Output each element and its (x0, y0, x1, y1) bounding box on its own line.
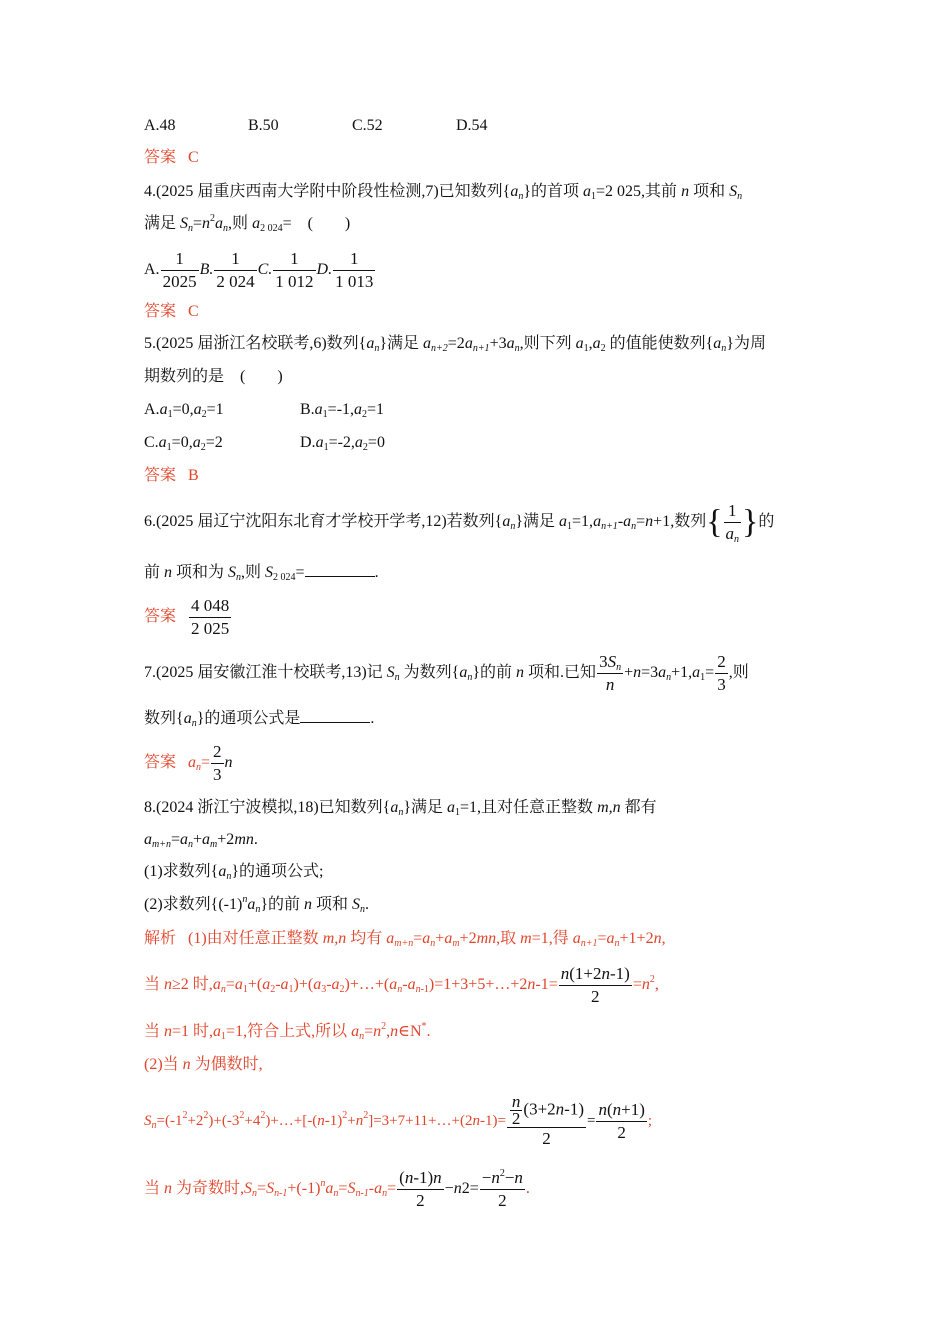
q7-stem-line1: 7.(2025 届安徽江淮十校联考,13)记 $S_n$ 为数列$\{a_n\}$的前 n 项和.已知 $\frac{3S_n}{n}$ $+n=3a_n+1,a_1=$ $\frac{2}{3}$ ,则 (144, 651, 749, 694)
q5-option-c[interactable]: $C.a_1=0,a_2=2$ (144, 434, 223, 453)
solution-line3: 当 n=1 时$,a_1=1$,符合上式,所以 $a_n=n^2,n\in N^*$. (144, 1021, 431, 1042)
q4-option-d[interactable]: D. $\frac{1}{1 013}$ (316, 248, 374, 291)
q8-stem-line2: $a_{m+n}=a_n+a_m+2mn$. (144, 831, 258, 850)
q5-option-d[interactable]: $D.a_1=-2,a_2=0$ (300, 434, 385, 453)
q6-answer-blank[interactable] (305, 562, 375, 577)
q8-stem-line1: 8.(2024 浙江宁波模拟,18)已知数列$\{a_n\}$满足 $a_1=1$,且对任意正整数 m,n 都有 (144, 799, 657, 818)
q7-stem-line2: 数列$\{a_n\}$的通项公式是 . (144, 710, 375, 729)
q8-part1: (1)求数列$\{a_n\}$的通项公式; (144, 863, 324, 882)
q3-option-c[interactable]: C.52 (352, 117, 383, 134)
q3-answer (144, 148, 199, 168)
q6-answer: 答案 $\frac{4 048}{2 025}$ (144, 595, 230, 638)
q5-answer: 答案 B (144, 467, 199, 484)
solution-label: 解析 (144, 930, 177, 947)
q4-option-a[interactable]: A. $\frac{1}{2025}$ (144, 248, 197, 291)
q5-option-b[interactable]: $B.a_1=-1,a_2=1$ (300, 401, 385, 420)
solution-line6: 当 n 为奇数时$,S_n=S_{n-1}+(-1)^na_n=S_{n-1}-a_n=$ $\frac{(n-1)n}{2}$ −n2= $\frac{-n^2-n}{2}$ . (144, 1167, 530, 1210)
q7-answer-blank[interactable] (300, 708, 370, 723)
q4-option-b[interactable]: B. $\frac{1}{2 024}$ (199, 248, 255, 291)
q4-stem-line2: 满足 $S_n=n^2a_n$,则 $a_{2 024}=$ ( ) (144, 213, 351, 234)
q5-options-row2 (144, 433, 385, 453)
q4-answer: 答案 C (144, 303, 199, 320)
solution-line4: (2)当 n 为偶数时, (144, 1056, 263, 1073)
q3-option-d[interactable]: D.54 (456, 117, 488, 134)
q4-stem-line1: 4.(2025 届重庆西南大学附中阶段性检测,7)已知数列$\{a_n\}$的首项 $a_1=2$ 025,其前 n 项和 $S_n$ (144, 183, 743, 202)
left-brace: { (706, 503, 723, 541)
q6-stem-line1: 6.(2025 届辽宁沈阳东北育才学校开学考,12)若数列$\{a_n\}$满足 $a_1=1,a_{n+1}-a_n=n+1$,数列{ $\frac{1}{a_n}$ }的 (144, 500, 775, 545)
solution-line1: 解析 (1)由对任意正整数 m,n 均有 $a_{m+n}=a_n+a_m+2mn$,取 m=1,得 $a_{n+1}=a_n+1+2n$, (144, 930, 666, 949)
q3-options (144, 116, 488, 136)
q7-answer: 答案 $a_n=$ $\frac{2}{3}$ n (144, 741, 233, 784)
answer-label: 答案 (144, 149, 177, 166)
q5-stem-line2: 期数列的是 ( ) (144, 368, 283, 385)
q3-option-b[interactable]: B.50 (248, 117, 279, 134)
q4-options (144, 247, 376, 293)
q5-option-a[interactable]: $A.a_1=0,a_2=1$ (144, 401, 224, 420)
q5-options-row1 (144, 400, 384, 420)
answer-value: C (188, 149, 199, 166)
solution-line2: 当 n≥2 时$,a_n=a_1+(a_2-a_1)+(a_3-a_2)+\dots+(a_n-a_{n-1})=1+3+5+\dots+2n-1=$ $\frac{n(1+2n-1)}{2}$ $=n^2$, (144, 963, 659, 1006)
right-brace: } (742, 503, 759, 541)
q5-stem-line1: 5.(2025 届浙江名校联考,6)数列$\{a_n\}$满足 $a_{n+2}=2a_{n+1}+3a_n$,则下列 $a_1,a_2$ 的值能使数列$\{a_n\}$为周 (144, 335, 766, 354)
q3-option-a[interactable]: A.48 (144, 117, 176, 134)
q8-part2: (2)求数列$\{(-1)^na_n\}$的前 n 项和 $S_n$. (144, 894, 370, 915)
solution-line5: $S_n=(-1^2+2^2)+(-3^2+4^2)+\dots+[-(n-1)^2+n^2]=3+7+11+\dots+(2n-1)=$ $\frac{n}{2}$ (3+2n-1) 2 = $\frac{n(n+1)}{2}$ ; (144, 1091, 653, 1148)
q6-stem-line2: 前 n 项和为 $S_n$,则 $S_{2 024}=$ . (144, 564, 379, 583)
q4-option-c[interactable]: C. $\frac{1}{1 012}$ (257, 248, 314, 291)
